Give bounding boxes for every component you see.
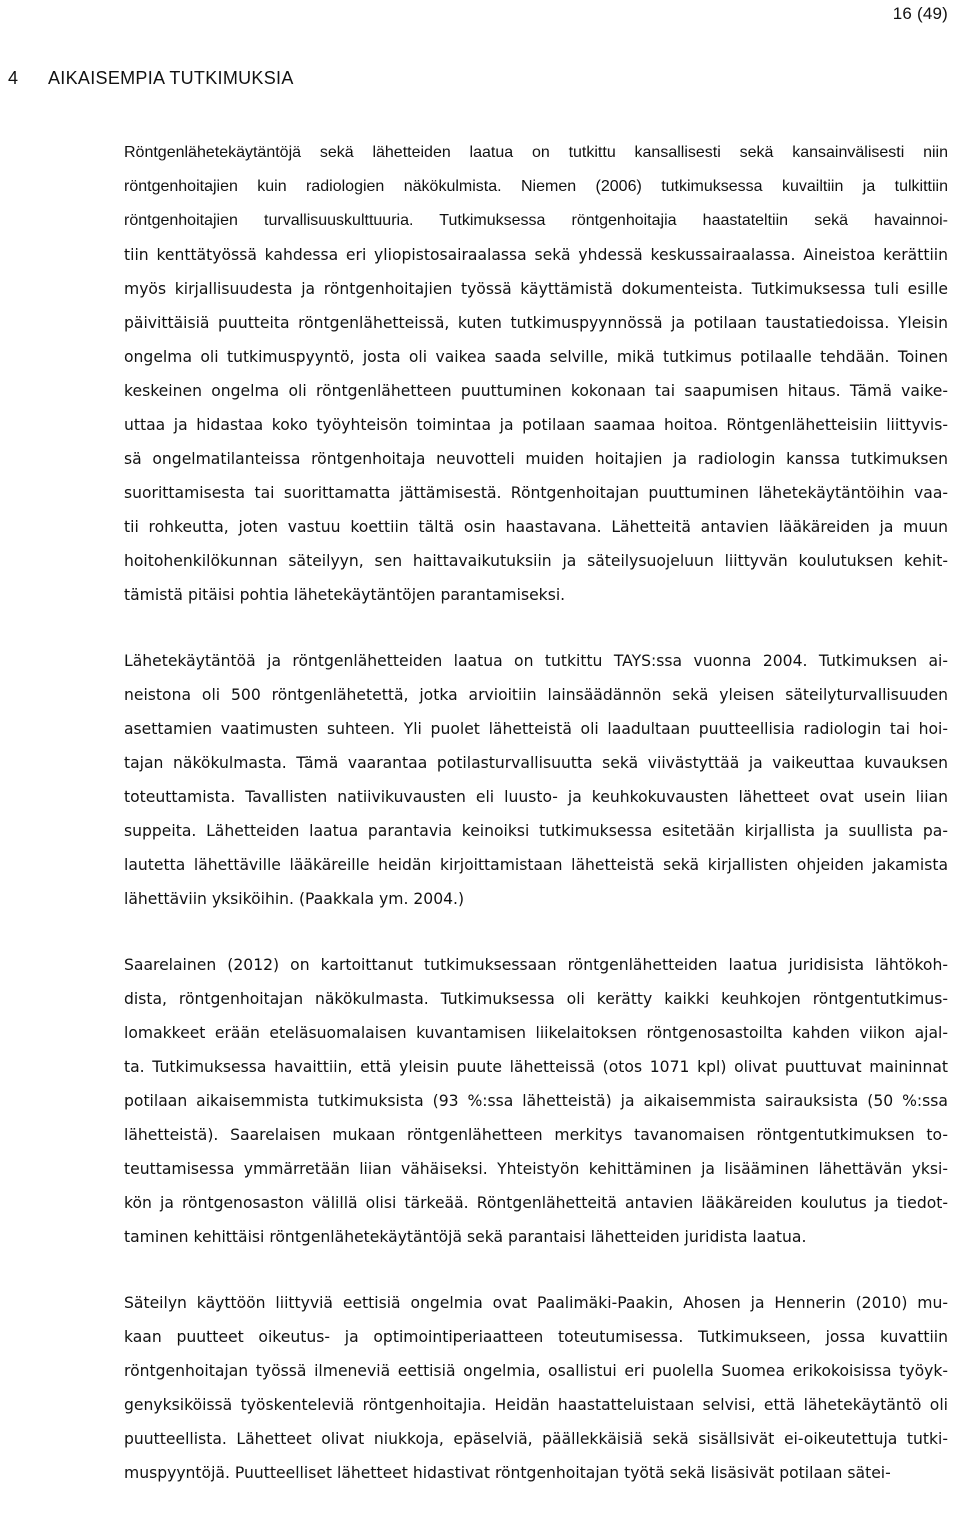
text-line: röntgenhoitajien kuin radiologien näkökulmista. Niemen (2006) tutkimuksessa kuvailtiin ja tulkittiin (124, 178, 948, 195)
text-line: kön ja röntgenosaston välillä olisi tärkeää. Röntgenlähetteitä antavien lääkäreiden koulutus ja tiedot- (124, 1194, 948, 1212)
text-line: kaan puutteet oikeutus- ja optimointiperiaatteen toteutumisessa. Tutkimukseen, jossa kuvattiin (124, 1328, 948, 1346)
text-line: toteuttamista. Tavallisten natiivikuvausten eli luusto- ja keuhkokuvausten lähetteet ovat usein liian (124, 788, 948, 806)
page-number: 16 (49) (892, 4, 948, 23)
text-line: lautetta lähettäville lääkäreille heidän kirjoittamistaan lähetteistä sekä kirjallisten ohjeiden jakamista (124, 856, 948, 874)
text-line: tiin kenttätyössä kahdessa eri yliopistosairaalassa sekä yhdessä keskussairaalassa. Aineistoa kerättiin (124, 246, 948, 264)
text-line: hoitohenkilökunnan säteilyyn, sen haittavaikutuksiin ja säteilysuojeluun liittyvän koulutuksen kehit- (124, 552, 948, 570)
paragraph-2 (124, 644, 948, 916)
text-line: tämistä pitäisi pohtia lähetekäytäntöjen parantamiseksi. (124, 586, 566, 604)
text-line: ta. Tutkimuksessa havaittiin, että yleisin puute lähetteissä (otos 1071 kpl) olivat puuttuvat maininnat (124, 1058, 948, 1076)
paragraph-3 (124, 948, 948, 1254)
text-line: uttaa ja hidastaa koko työyhteisön toimintaa ja potilaan saamaa hoitoa. Röntgenlähetteisiin liittyvis- (124, 416, 948, 434)
text-line: dista, röntgenhoitajan näkökulmasta. Tutkimuksessa oli kerätty kaikki keuhkojen röntgentutkimus- (124, 990, 948, 1008)
text-line: tajan näkökulmasta. Tämä vaarantaa potilasturvallisuutta sekä viivästyttää ja vaikeuttaa kuvauksen (124, 754, 948, 772)
text-line: keskeinen ongelma oli röntgenlähetteen puuttuminen kokonaan tai saapumisen hitaus. Tämä vaike- (124, 382, 948, 400)
chapter-title: AIKAISEMPIA TUTKIMUKSIA (48, 68, 294, 88)
text-line: suorittamisesta tai suorittamatta jättämisestä. Röntgenhoitajan puuttuminen lähetekäytäntöihin vaa- (124, 484, 948, 502)
chapter-number: 4 (8, 68, 19, 88)
text-line: taminen kehittäisi röntgenlähetekäytäntöjä sekä parantaisi lähetteiden juridista laatua. (124, 1228, 807, 1246)
text-line: lähettäviin yksiköihin. (Paakkala ym. 2004.) (124, 890, 465, 908)
text-line: genyksiköissä työskenteleviä röntgenhoitajia. Heidän haastatteluistaan selvisi, että lähetekäytäntö oli (124, 1396, 948, 1414)
text-line: röntgenhoitajan työssä ilmeneviä eettisiä ongelmia, osallistui eri puolella Suomea erikokoisissa työyk- (124, 1362, 948, 1380)
text-line: teuttamisessa ymmärretään liian vähäiseksi. Yhteistyön kehittäminen ja lisääminen lähettävän yksi- (124, 1160, 948, 1178)
body-text (124, 136, 948, 1522)
text-line: Säteilyn käyttöön liittyviä eettisiä ongelmia ovat Paalimäki-Paakin, Ahosen ja Hennerin (2010) mu- (124, 1294, 948, 1312)
chapter-heading (8, 68, 294, 89)
text-line: ongelma oli tutkimuspyyntö, josta oli vaikea saada selville, mikä tutkimus potilaalle tehdään. Toinen (124, 348, 948, 366)
text-line: potilaan aikaisemmista tutkimuksista (93 %:ssa lähetteistä) ja aikaisemmista sairauksista (50 %:ssa (124, 1092, 948, 1110)
text-line: Saarelainen (2012) on kartoittanut tutkimuksessaan röntgenlähetteiden laatua juridisista lähtökoh- (124, 956, 948, 974)
text-line: päivittäisiä puutteita röntgenlähetteissä, kuten tutkimuspyynnössä ja potilaan taustatiedoissa. Yleisin (124, 314, 948, 332)
text-line: myös kirjallisuudesta ja röntgenhoitajien työssä käyttämistä dokumenteista. Tutkimuksessa tuli esille (124, 280, 948, 298)
text-line: lomakkeet erään eteläsuomalaisen kuvantamisen liikelaitoksen röntgenosastoilta kahden viikon ajal- (124, 1024, 948, 1042)
text-line: röntgenhoitajien turvallisuuskulttuuria. Tutkimuksessa röntgenhoitajia haastateltiin sekä havainnoi- (124, 212, 948, 229)
text-line: lähetteistä). Saarelaisen mukaan röntgenlähetteen merkitys tavanomaisen röntgentutkimuksen to- (124, 1126, 948, 1144)
text-line: Lähetekäytäntöä ja röntgenlähetteiden laatua on tutkittu TAYS:ssa vuonna 2004. Tutkimuksen ai- (124, 652, 948, 670)
text-line: Röntgenlähetekäytäntöjä sekä lähetteiden laatua on tutkittu kansallisesti sekä kansainvälisesti niin (124, 144, 948, 161)
text-line: sä ongelmatilanteissa röntgenhoitaja neuvotteli muiden hoitajien ja radiologin kanssa tutkimuksen (124, 450, 948, 468)
text-line: asettamien vaatimusten suhteen. Yli puolet lähetteistä oli laadultaan puutteellisia radiologin tai hoi- (124, 720, 948, 738)
text-line: puutteellista. Lähetteet olivat niukkoja, epäselviä, päällekkäisiä sekä sisällsivät ei-oikeutettuja tutki- (124, 1430, 948, 1448)
paragraph-4 (124, 1286, 948, 1490)
text-line: suppeita. Lähetteiden laatua parantavia keinoiksi tutkimuksessa esitetään kirjallista ja suullista pa- (124, 822, 948, 840)
text-line: neistona oli 500 röntgenlähetettä, jotka arvioitiin lainsäädännön sekä yleisen säteilyturvallisuuden (124, 686, 948, 704)
paragraph-1 (124, 136, 948, 612)
text-line: muspyyntöjä. Puutteelliset lähetteet hidastivat röntgenhoitajan työtä sekä lisäsivät potilaan sätei- (124, 1464, 891, 1482)
text-line: tii rohkeutta, joten vastuu koettiin tältä osin haastavana. Lähetteitä antavien lääkäreiden ja muun (124, 518, 948, 536)
